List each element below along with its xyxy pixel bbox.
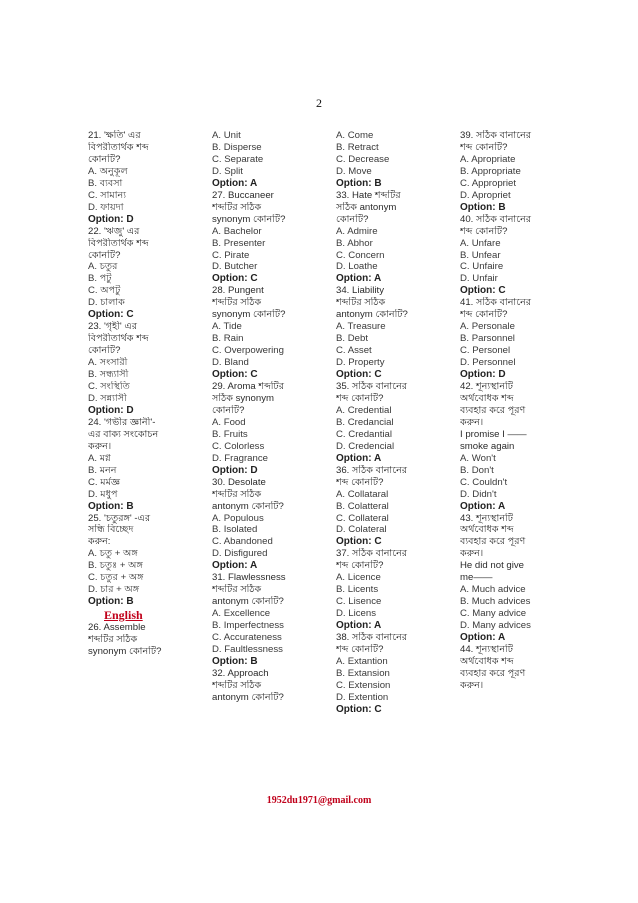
answer-option: A. Apropriate [460, 153, 516, 165]
answer-option: D. Butcher [212, 261, 258, 273]
answer-option: A. Credential [336, 404, 392, 416]
question-text: synonym কোনটি? [212, 309, 286, 321]
answer-option: D. Extention [336, 691, 389, 703]
answer-option: B. Fruits [212, 428, 248, 440]
correct-answer: Option: A [336, 620, 382, 632]
answer-option: A. Populous [212, 512, 264, 524]
answer-option: B. Rain [212, 333, 244, 345]
question-text: শব্দটির সঠিক [88, 634, 138, 646]
question-text: 33. Hate শব্দটির [336, 189, 401, 201]
correct-answer: Option: C [336, 536, 382, 548]
answer-option: A. Won't [460, 452, 496, 464]
answer-option: B. Isolated [212, 524, 258, 536]
answer-option: B. Retract [336, 141, 379, 153]
answer-option: C. Pirate [212, 249, 250, 261]
answer-option: D. সন্ন্যাসী [88, 392, 127, 404]
answer-option: D. Credencial [336, 440, 395, 452]
question-text: বিপরীতার্থক শব্দ [88, 333, 149, 345]
question-text: 41. সঠিক বানানের [460, 297, 532, 309]
question-text: 35. সঠিক বানানের [336, 381, 408, 393]
answer-option: A. Excellence [212, 608, 271, 620]
question-text: অর্থবোধক শব্দ [460, 392, 514, 404]
question-text: কোনটি? [88, 249, 121, 261]
answer-option: C. Separate [212, 153, 264, 165]
answer-option: A. Food [212, 416, 246, 428]
question-text: ব্যবহার করে পূরণ [460, 536, 526, 548]
answer-option: A. Much advice [460, 584, 526, 596]
question-text: 27. Buccaneer [212, 189, 274, 201]
correct-answer: Option: A [460, 500, 506, 512]
correct-answer: Option: A [212, 560, 258, 572]
answer-option: B. সন্ধ্যাসী [88, 369, 129, 381]
question-columns [0, 130, 638, 780]
question-text: সন্ধি বিচ্ছেদ [88, 524, 134, 536]
question-text: শব্দ কোনটি? [460, 309, 508, 321]
answer-option: D. Unfair [460, 273, 498, 285]
correct-answer: Option: B [212, 655, 258, 667]
question-text: এর বাক্য সংকোচন [88, 428, 159, 440]
page-number: 2 [316, 96, 322, 110]
question-text: শব্দ কোনটি? [460, 225, 508, 237]
correct-answer: Option: C [212, 273, 258, 285]
answer-option: B. Imperfectness [212, 620, 284, 632]
answer-option: A. Unit [212, 130, 241, 141]
answer-option: C. Abandoned [212, 536, 273, 548]
answer-option: B. ব্যবসা [88, 177, 123, 189]
answer-option: C. মর্মজ্ঞ [88, 476, 121, 488]
answer-option: B. Extansion [336, 667, 390, 679]
question-text: antonym কোনটি? [212, 691, 284, 703]
answer-option: C. অপটু [88, 285, 121, 297]
answer-option: D. চালাক [88, 297, 125, 309]
answer-option: D. Many advices [460, 620, 531, 632]
correct-answer: Option: A [460, 632, 506, 644]
question-text: অর্থবোধক শব্দ [460, 655, 514, 667]
question-text: He did not give [460, 560, 524, 572]
answer-option: C. Collateral [336, 512, 389, 524]
question-text: 22. 'ঋজু' এর [88, 225, 140, 237]
question-text: করুন। [460, 548, 484, 560]
answer-option: B. Unfear [460, 249, 501, 261]
question-text: শব্দটির সঠিক [212, 679, 262, 691]
question-text: কোনটি? [88, 345, 121, 357]
answer-option: C. Concern [336, 249, 385, 261]
answer-option: C. Couldn't [460, 476, 508, 488]
answer-option: B. Appropriate [460, 165, 521, 177]
question-text: ব্যবহার করে পূরণ [460, 667, 526, 679]
footer-email: 1952du1971@gmail.com [266, 795, 372, 806]
question-text: শব্দ কোনটি? [336, 560, 384, 572]
question-text: antonym কোনটি? [336, 309, 408, 321]
question-text: 32. Approach [212, 667, 269, 679]
correct-answer: Option: C [336, 703, 382, 715]
answer-option: A. চতুর [88, 261, 118, 273]
answer-option: B. চতুঃ + অঙ্গ [88, 560, 143, 572]
answer-option: C. Asset [336, 345, 372, 357]
question-text: 30. Desolate [212, 476, 266, 488]
question-text: 24. 'গভীর জ্ঞানী'- [88, 416, 156, 428]
answer-option: D. ফায়দা [88, 201, 124, 213]
answer-option: A. Licence [336, 572, 381, 584]
question-text: 31. Flawlessness [212, 572, 286, 584]
correct-answer: Option: D [88, 213, 134, 225]
correct-answer: Option: C [88, 309, 134, 321]
answer-option: C. Personel [460, 345, 511, 357]
column-2 [212, 130, 327, 704]
correct-answer: Option: D [88, 404, 134, 416]
correct-answer: Option: B [336, 177, 382, 189]
answer-option: C. Overpowering [212, 345, 284, 357]
answer-option: C. Colorless [212, 440, 265, 452]
question-text: বিপরীতার্থক শব্দ [88, 237, 149, 249]
question-text: কোনটি? [336, 213, 369, 225]
answer-option: B. Parsonnel [460, 333, 515, 345]
column-3 [336, 130, 451, 716]
question-text: 38. সঠিক বানানের [336, 632, 408, 644]
question-text: me—— [460, 572, 493, 584]
answer-option: C. Many advice [460, 608, 527, 620]
answer-option: A. Bachelor [212, 225, 262, 237]
section-heading: English [104, 608, 143, 623]
question-text: smoke again [460, 440, 515, 452]
answer-option: D. Licens [336, 608, 376, 620]
question-text: বিপরীতার্থক শব্দ [88, 141, 149, 153]
question-text: 34. Liability [336, 285, 384, 297]
answer-option: D. Faultlessness [212, 643, 283, 655]
answer-option: D. Disfigured [212, 548, 268, 560]
answer-option: D. মধুপ [88, 488, 118, 500]
answer-option: B. Colatteral [336, 500, 389, 512]
correct-answer: Option: A [336, 273, 382, 285]
question-text: 23. 'গৃহী' এর [88, 321, 137, 333]
answer-option: B. Disperse [212, 141, 262, 153]
answer-option: D. Property [336, 357, 385, 369]
question-text: সঠিক antonym [336, 201, 397, 213]
question-text: শব্দ কোনটি? [336, 643, 384, 655]
question-text: করুন। [88, 440, 112, 452]
answer-option: B. Abhor [336, 237, 373, 249]
correct-answer: Option: C [460, 285, 506, 297]
question-text: করুন। [460, 416, 484, 428]
answer-option: B. মনন [88, 464, 117, 476]
answer-option: C. Credantial [336, 428, 392, 440]
question-text: করুন: [88, 536, 111, 548]
question-text: ব্যবহার করে পূরণ [460, 404, 526, 416]
answer-option: A. মগ্ন [88, 452, 111, 464]
question-text: কোনটি? [212, 404, 245, 416]
question-text: synonym কোনটি? [212, 213, 286, 225]
answer-option: A. Admire [336, 225, 378, 237]
answer-option: B. Licents [336, 584, 379, 596]
correct-answer: Option: D [460, 369, 506, 381]
question-text: 43. শূন্যস্থানটি [460, 512, 514, 524]
question-text: synonym কোনটি? [88, 646, 162, 658]
answer-option: A. Extantion [336, 655, 388, 667]
answer-option: A. সংসারী [88, 357, 128, 369]
answer-option: A. চতু + অঙ্গ [88, 548, 138, 560]
correct-answer: Option: C [336, 369, 382, 381]
answer-option: D. Bland [212, 357, 249, 369]
answer-option: B. পটু [88, 273, 112, 285]
correct-answer: Option: B [88, 596, 134, 608]
question-text: 21. 'ক্ষতি' এর [88, 130, 141, 141]
question-text: শব্দ কোনটি? [460, 141, 508, 153]
question-text: 29. Aroma শব্দটির [212, 381, 285, 393]
answer-option: A. Tide [212, 321, 242, 333]
question-text: antonym কোনটি? [212, 500, 284, 512]
question-text: শব্দটির সঠিক [212, 201, 262, 213]
question-text: antonym কোনটি? [212, 596, 284, 608]
answer-option: D. Split [212, 165, 243, 177]
question-text: শব্দটির সঠিক [336, 297, 386, 309]
question-text: অর্থবোধক শব্দ [460, 524, 514, 536]
answer-option: B. Much advices [460, 596, 531, 608]
answer-option: A. অনুকূল [88, 165, 128, 177]
correct-answer: Option: C [212, 369, 258, 381]
question-text: 44. শূন্যস্থানটি [460, 643, 514, 655]
question-text: সঠিক synonym [212, 392, 274, 404]
answer-option: D. Move [336, 165, 372, 177]
answer-option: B. Presenter [212, 237, 266, 249]
answer-option: C. Extension [336, 679, 391, 691]
answer-option: C. Lisence [336, 596, 382, 608]
question-text: 26. Assemble [88, 622, 146, 634]
question-text: 36. সঠিক বানানের [336, 464, 408, 476]
answer-option: D. Personnel [460, 357, 516, 369]
answer-option: A. Come [336, 130, 374, 141]
answer-option: C. Unfaire [460, 261, 504, 273]
correct-answer: Option: B [460, 201, 506, 213]
answer-option: D. Didn't [460, 488, 497, 500]
answer-option: B. Don't [460, 464, 494, 476]
answer-option: D. Apropriet [460, 189, 511, 201]
answer-option: D. Fragrance [212, 452, 268, 464]
answer-option: B. Credancial [336, 416, 394, 428]
question-text: শব্দটির সঠিক [212, 488, 262, 500]
answer-option: A. Collataral [336, 488, 389, 500]
answer-option: A. Unfare [460, 237, 501, 249]
answer-option: C. সংস্থিতি [88, 381, 130, 393]
question-text: 40. সঠিক বানানের [460, 213, 532, 225]
answer-option: A. Treasure [336, 321, 386, 333]
answer-option: C. Appropriet [460, 177, 516, 189]
correct-answer: Option: A [212, 177, 258, 189]
question-text: করুন। [460, 679, 484, 691]
answer-option: D. Loathe [336, 261, 378, 273]
question-text: শব্দটির সঠিক [212, 584, 262, 596]
question-text: I promise I —— [460, 428, 527, 440]
question-text: কোনটি? [88, 153, 121, 165]
correct-answer: Option: A [336, 452, 382, 464]
answer-option: C. সামান্য [88, 189, 126, 201]
column-1 [88, 130, 203, 658]
question-text: শব্দ কোনটি? [336, 392, 384, 404]
question-text: 37. সঠিক বানানের [336, 548, 408, 560]
question-text: 42. শূন্যস্থানটি [460, 381, 514, 393]
answer-option: A. Personale [460, 321, 515, 333]
answer-option: D. Colateral [336, 524, 387, 536]
answer-option: C. Accurateness [212, 632, 282, 644]
question-text: শব্দ কোনটি? [336, 476, 384, 488]
answer-option: B. Debt [336, 333, 368, 345]
question-text: 25. 'চতুরঙ্গ' -এর [88, 512, 151, 524]
answer-option: D. চার + অঙ্গ [88, 584, 140, 596]
column-4 [460, 130, 575, 692]
correct-answer: Option: D [212, 464, 258, 476]
answer-option: C. চতুর + অঙ্গ [88, 572, 144, 584]
question-text: 28. Pungent [212, 285, 264, 297]
question-text: 39. সঠিক বানানের [460, 130, 532, 141]
answer-option: C. Decrease [336, 153, 390, 165]
question-text: শব্দটির সঠিক [212, 297, 262, 309]
correct-answer: Option: B [88, 500, 134, 512]
